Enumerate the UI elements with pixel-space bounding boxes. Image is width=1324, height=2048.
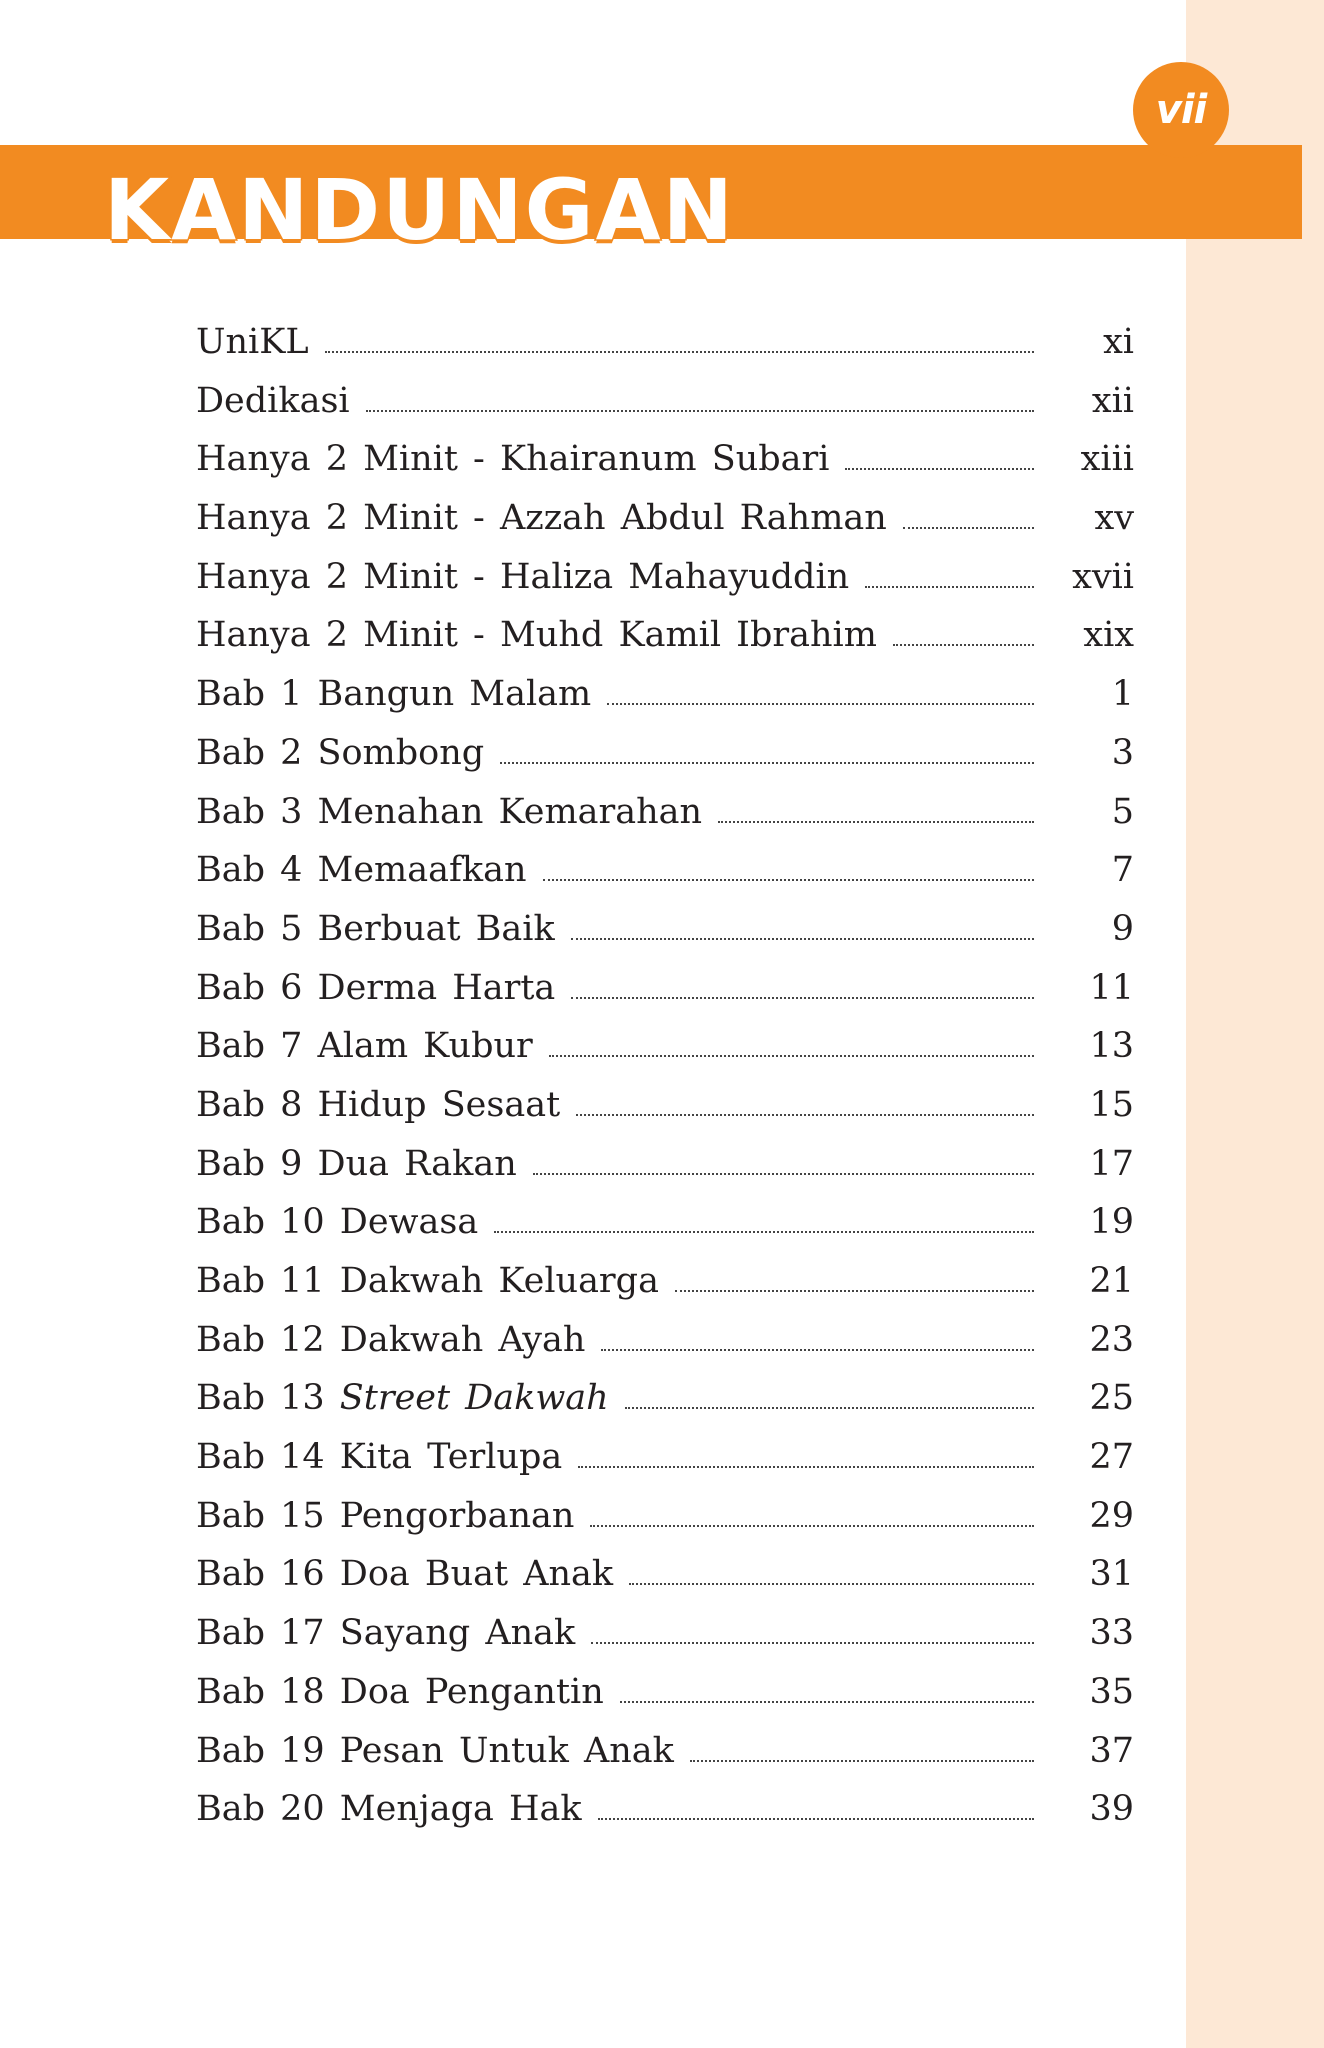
toc-entry — [196, 1202, 1134, 1261]
toc-entry — [196, 909, 1134, 968]
toc-entry-label: Bab 15 Pengorbanan — [196, 1495, 575, 1536]
toc-entry-page: 9 — [1111, 908, 1134, 949]
toc-entry — [196, 1144, 1134, 1203]
toc-entry — [196, 1320, 1134, 1379]
dot-leader — [533, 1173, 1034, 1175]
toc-entry-page: xii — [1091, 380, 1134, 421]
toc-entry-page: 31 — [1089, 1554, 1134, 1595]
toc-entry — [196, 1085, 1134, 1144]
toc-entry-label: Bab 7 Alam Kubur — [196, 1026, 533, 1067]
toc-entry-label: Hanya 2 Minit - Haliza Mahayuddin — [196, 556, 850, 597]
toc-entry-page: 5 — [1111, 791, 1134, 832]
dot-leader — [675, 1290, 1034, 1292]
dot-leader — [903, 527, 1034, 529]
dot-leader — [865, 586, 1034, 588]
toc-entry-page: xix — [1083, 615, 1134, 656]
toc-entry — [196, 850, 1134, 909]
toc-entry-page: 33 — [1089, 1613, 1134, 1654]
toc-entry-page: 15 — [1089, 1084, 1134, 1125]
toc-entry — [196, 1378, 1134, 1437]
toc-entry-label: Bab 4 Memaafkan — [196, 850, 527, 891]
toc-entry-page: 27 — [1089, 1437, 1134, 1478]
toc-entry-page: 35 — [1089, 1671, 1134, 1712]
toc-entry-label: Bab 20 Menjaga Hak — [196, 1789, 582, 1830]
toc-entry-label: Bab 17 Sayang Anak — [196, 1613, 576, 1654]
dot-leader — [620, 1701, 1034, 1703]
toc-entry — [196, 1261, 1134, 1320]
toc-entry — [196, 439, 1134, 498]
toc-entry — [196, 1554, 1134, 1613]
toc-entry — [196, 615, 1134, 674]
side-color-strip — [1186, 0, 1324, 2048]
toc-entry — [196, 1496, 1134, 1555]
toc-entry-label: Bab 18 Doa Pengantin — [196, 1671, 604, 1712]
toc-entry — [196, 792, 1134, 851]
toc-entry — [196, 674, 1134, 733]
toc-entry-page: xiii — [1080, 439, 1134, 480]
table-of-contents — [196, 322, 1134, 1848]
toc-entry — [196, 733, 1134, 792]
dot-leader — [500, 762, 1034, 764]
toc-entry-label: Bab 8 Hidup Sesaat — [196, 1084, 561, 1125]
toc-entry-label: UniKL — [196, 322, 309, 362]
dot-leader — [718, 821, 1034, 823]
dot-leader — [571, 938, 1034, 940]
toc-entry-page: 37 — [1089, 1730, 1134, 1771]
toc-entry-label: Bab 10 Dewasa — [196, 1202, 479, 1243]
toc-entry — [196, 1672, 1134, 1731]
toc-entry-label: Bab 1 Bangun Malam — [196, 674, 592, 715]
dot-leader — [598, 1818, 1034, 1820]
toc-entry-page: 19 — [1089, 1202, 1134, 1243]
toc-entry-page: xv — [1094, 498, 1134, 539]
toc-entry-page: 7 — [1111, 850, 1134, 891]
toc-entry-label: Hanya 2 Minit - Muhd Kamil Ibrahim — [196, 615, 877, 656]
page-title: KANDUNGAN — [104, 161, 735, 259]
dot-leader — [576, 1114, 1034, 1116]
toc-entry — [196, 381, 1134, 440]
dot-leader — [494, 1231, 1034, 1233]
toc-entry — [196, 968, 1134, 1027]
toc-entry-label-prefix: Bab 13 — [196, 1378, 325, 1419]
dot-leader — [591, 1642, 1034, 1644]
dot-leader — [571, 997, 1034, 999]
toc-entry-page: 13 — [1089, 1026, 1134, 1067]
toc-entry — [196, 557, 1134, 616]
toc-entry-label: Hanya 2 Minit - Khairanum Subari — [196, 439, 830, 480]
toc-entry-label — [196, 1378, 609, 1418]
toc-entry-label-italic: Street Dakwah — [339, 1378, 609, 1419]
toc-entry-page: xi — [1103, 322, 1134, 362]
toc-entry — [196, 1613, 1134, 1672]
toc-entry-page: 39 — [1089, 1789, 1134, 1830]
dot-leader — [845, 468, 1034, 470]
toc-entry — [196, 1789, 1134, 1848]
toc-entry-label: Bab 9 Dua Rakan — [196, 1143, 517, 1184]
toc-entry-page: 3 — [1111, 732, 1134, 773]
toc-entry-page: 11 — [1089, 967, 1134, 1008]
toc-entry-label: Bab 19 Pesan Untuk Anak — [196, 1730, 674, 1771]
toc-entry-page: 23 — [1089, 1319, 1134, 1360]
toc-entry — [196, 1437, 1134, 1496]
dot-leader — [601, 1349, 1034, 1351]
toc-entry-label: Bab 5 Berbuat Baik — [196, 908, 555, 949]
dot-leader — [893, 644, 1034, 646]
toc-entry — [196, 1026, 1134, 1085]
toc-entry-page: 17 — [1089, 1143, 1134, 1184]
dot-leader — [690, 1760, 1034, 1762]
toc-entry-label: Bab 14 Kita Terlupa — [196, 1437, 563, 1478]
toc-entry-label: Bab 12 Dakwah Ayah — [196, 1319, 586, 1360]
toc-entry-label: Dedikasi — [196, 380, 350, 421]
toc-entry-page: 25 — [1089, 1378, 1134, 1419]
toc-entry-page: xvii — [1072, 556, 1134, 597]
toc-entry-label: Bab 3 Menahan Kemarahan — [196, 791, 703, 832]
toc-entry — [196, 498, 1134, 557]
toc-entry-page: 21 — [1089, 1261, 1134, 1301]
toc-entry-label: Bab 6 Derma Harta — [196, 967, 556, 1008]
dot-leader — [629, 1583, 1034, 1585]
toc-entry-label: Bab 2 Sombong — [196, 732, 485, 773]
dot-leader — [549, 1055, 1034, 1057]
dot-leader — [590, 1525, 1034, 1527]
dot-leader — [578, 1466, 1034, 1468]
toc-entry-page: 1 — [1111, 674, 1134, 715]
dot-leader — [543, 879, 1034, 881]
toc-entry — [196, 322, 1134, 381]
dot-leader — [366, 410, 1034, 412]
dot-leader — [625, 1407, 1034, 1409]
page-number-badge: vii — [1133, 62, 1229, 158]
toc-entry-label: Hanya 2 Minit - Azzah Abdul Rahman — [196, 498, 887, 539]
toc-entry-page: 29 — [1089, 1495, 1134, 1536]
dot-leader — [607, 703, 1034, 705]
toc-entry-label: Bab 16 Doa Buat Anak — [196, 1554, 614, 1595]
toc-entry-label: Bab 11 Dakwah Keluarga — [196, 1261, 659, 1301]
toc-entry — [196, 1731, 1134, 1790]
dot-leader — [325, 351, 1034, 353]
